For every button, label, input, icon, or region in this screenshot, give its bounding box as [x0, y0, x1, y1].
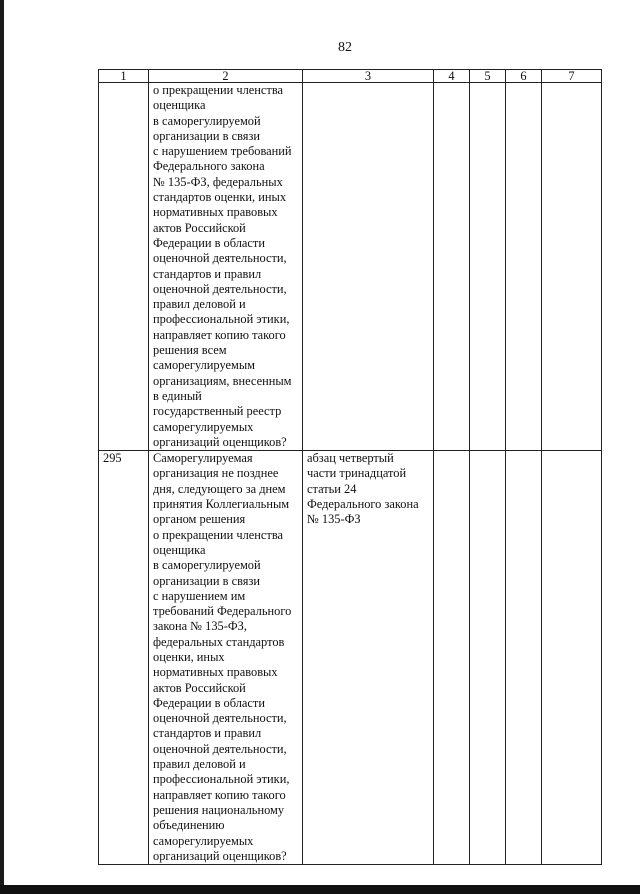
table-row	[99, 451, 602, 865]
requirement-text: Саморегулируемая организация не позднее дня, следующего за днем принятия Коллегиальным органом решения о прекращении членства оценщика в саморегулируемой организации в связи с нарушением им требований Федерального закона № 135-ФЗ, федеральных стандартов оценки, иных нормативных правовых актов Российской Федерации в области оценочной деятельности, стандартов и правил оценочной деятельности, правил деловой и профессиональной этики, направляет копию такого решения национальному объединению саморегулируемых организаций оценщиков?	[149, 451, 303, 865]
col-header-3: 3	[303, 70, 434, 83]
header-row	[99, 70, 602, 83]
cell-col-4	[434, 83, 470, 451]
requirement-text: о прекращении членства оценщика в саморегулируемой организации в связи с нарушением требований Федерального закона № 135-ФЗ, федеральных стандартов оценки, иных нормативных правовых актов Российской Федерации в области оценочной деятельности, стандартов и правил оценочной деятельности, правил деловой и профессиональной этики, направляет копию такого решения всем саморегулируемым организациям, внесенным в единый государственный реестр саморегулируемых организаций оценщиков?	[149, 83, 303, 451]
col-header-7: 7	[542, 70, 602, 83]
cell-col-6	[506, 451, 542, 865]
cell-col-7	[542, 83, 602, 451]
cell-col-7	[542, 451, 602, 865]
checklist-table	[98, 69, 602, 865]
col-header-2: 2	[149, 70, 303, 83]
row-number: 295	[99, 451, 149, 865]
col-header-6: 6	[506, 70, 542, 83]
row-number	[99, 83, 149, 451]
col-header-1: 1	[99, 70, 149, 83]
col-header-4: 4	[434, 70, 470, 83]
legal-reference: абзац четвертый части тринадцатой статьи 24 Федерального закона № 135-ФЗ	[303, 451, 434, 865]
cell-col-6	[506, 83, 542, 451]
cell-col-4	[434, 451, 470, 865]
page-number: 82	[338, 40, 352, 55]
cell-col-5	[470, 83, 506, 451]
scan-edge-bottom	[0, 885, 640, 894]
cell-col-5	[470, 451, 506, 865]
scan-edge-left	[0, 0, 4, 894]
col-header-5: 5	[470, 70, 506, 83]
table-row	[99, 83, 602, 451]
legal-reference	[303, 83, 434, 451]
